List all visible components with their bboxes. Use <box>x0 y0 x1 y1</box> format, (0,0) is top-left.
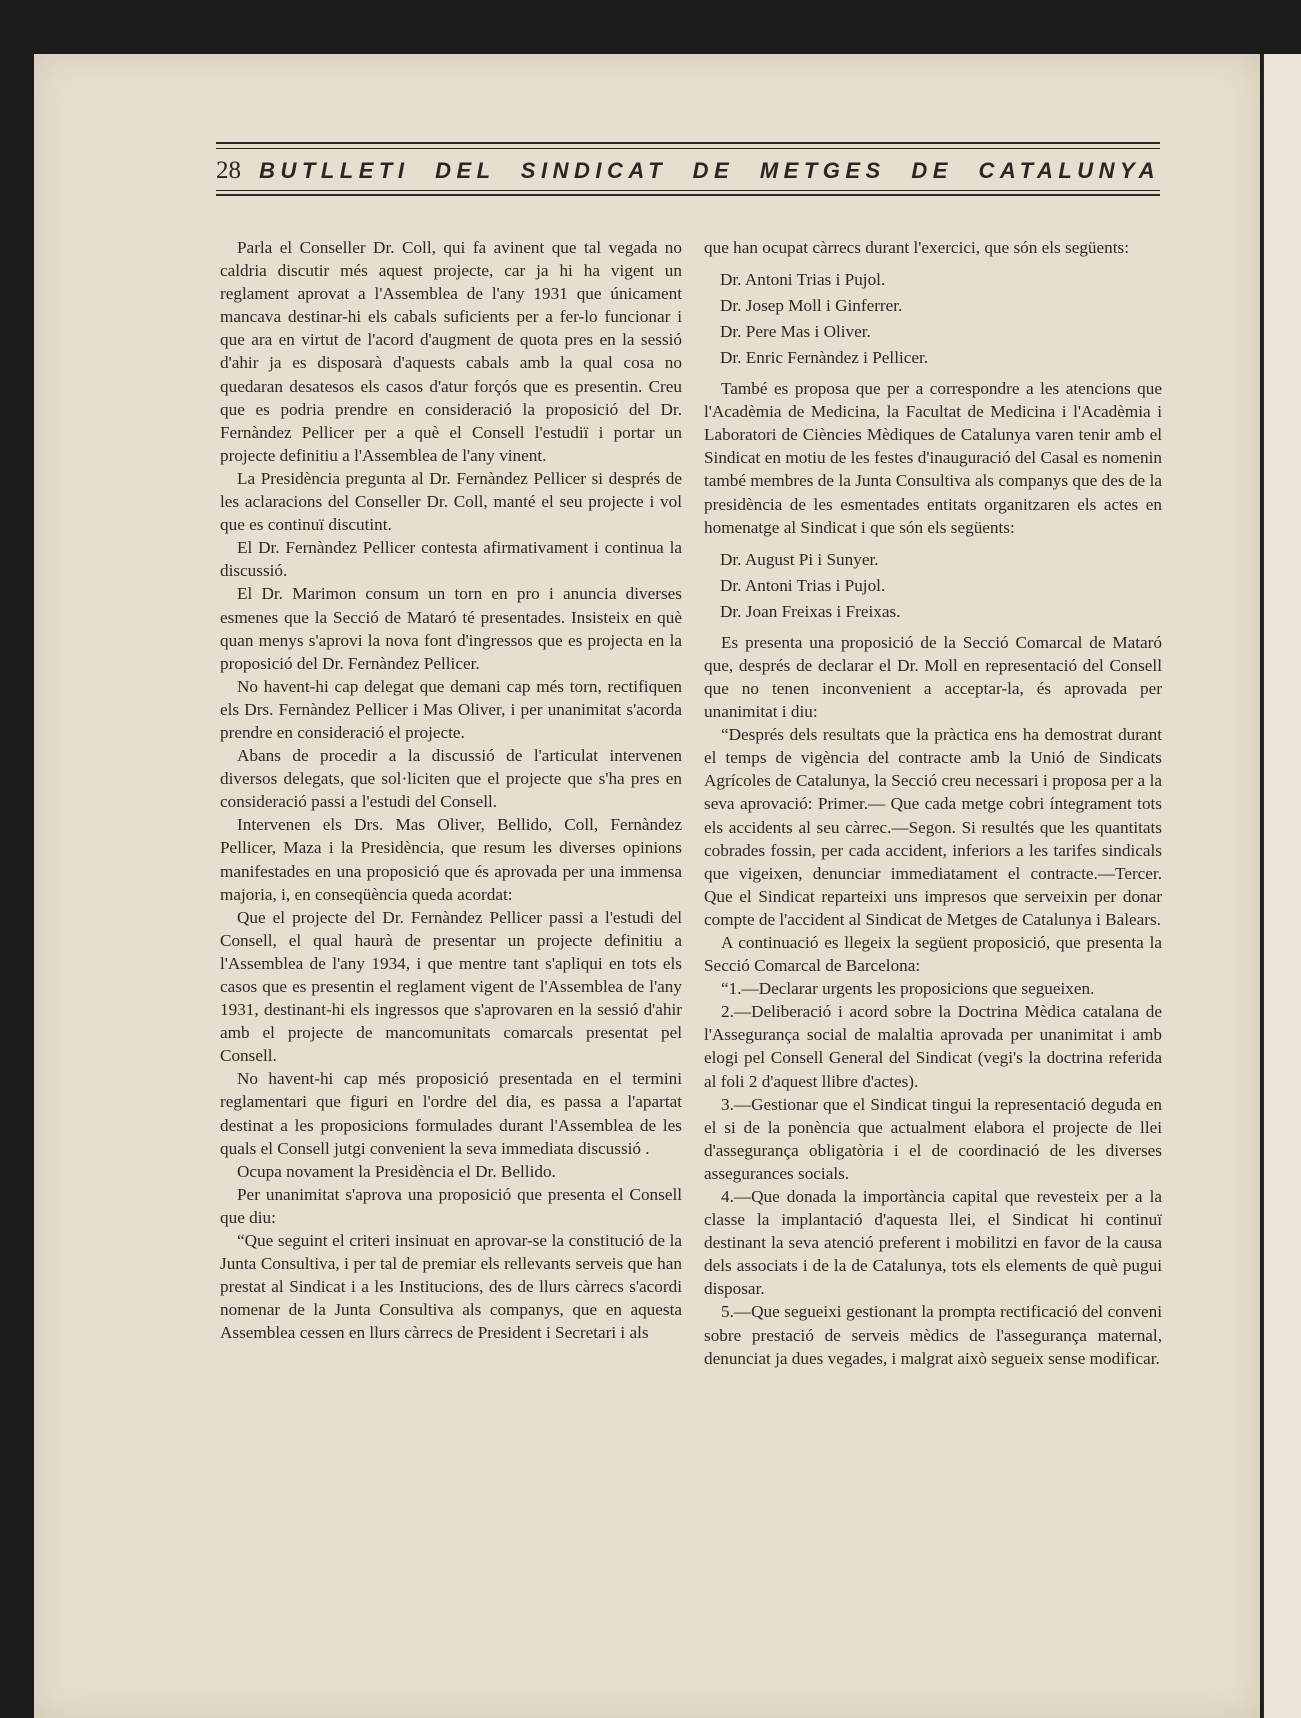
member-name: Dr. Joan Freixas i Freixas. <box>720 601 901 621</box>
header-rule <box>216 194 1160 196</box>
paragraph: La Presidència pregunta al Dr. Fernàndez Pellicer si després de les aclaracions del Conseller Dr. Coll, manté el seu projecte i vol que es continuï discutint. <box>220 468 682 535</box>
paragraph: Es presenta una proposició de la Secció Comarcal de Mataró que, després de declarar el Dr. Moll en representació del Consell que no tenen inconvenient a acceptar-la, és aprovada per unanimitat i diu: <box>704 632 1162 722</box>
paragraph: També es proposa que per a correspondre a les atencions que l'Acadèmia de Medicina, la Facultat de Medicina i l'Acadèmia i Laboratori de Ciències Mèdiques de Catalunya varen tenir amb el Sindicat en motiu de les festes d'inauguració del Casal es nomenin també membres de la Junta Consultiva als companys que des de la presidència de les esmentades entitats organitzaren els actes en homenatge al Sindicat i que són els següents: <box>704 379 1162 537</box>
header-rule <box>216 142 1160 144</box>
left-column <box>220 236 682 1345</box>
paragraph: El Dr. Marimon consum un torn en pro i anuncia diverses esmenes que la Secció de Mataró té presentades. Insisteix en què quan menys s'aprovi la nova font d'ingressos que es projecta en la proposició del Dr. Fernàndez Pellicer. <box>220 584 682 673</box>
paragraph: Intervenen els Drs. Mas Oliver, Bellido, Coll, Fernàndez Pellicer, Maza i la Presidència, que resum les diverses opinions manifestades en una proposició que és aprovada per una immensa majoria, i, en conseqüència queda acordat: <box>220 815 682 904</box>
paragraph: A continuació es llegeix la següent proposició, que presenta la Secció Comarcal de Barcelona: <box>704 932 1162 976</box>
next-page-edge <box>1262 54 1301 1718</box>
paragraph: Que el projecte del Dr. Fernàndez Pellicer passi a l'estudi del Consell, el qual haurà de presentar un projecte definitiu a l'Assemblea de l'any 1934, i que mentre tant s'apliqui en tots els casos que es presentin el reglament vigent de l'Assemblea de l'any 1931, destinant-hi els ingressos que s'aprovaren en la sessió d'ahir amb el projecte de mancomunitats comarcals presentat pel Consell. <box>220 907 682 1066</box>
paragraph: No havent-hi cap delegat que demani cap més torn, rectifiquen els Drs. Fernàndez Pellicer i Mas Oliver, i per unanimitat s'acorda prendre en consideració el projecte. <box>220 676 682 742</box>
member-name: Dr. Antoni Trias i Pujol. <box>720 575 886 595</box>
journal-title: BUTLLETI DEL SINDICAT DE METGES DE CATALUNYA <box>259 158 1160 183</box>
page-header <box>216 142 1160 204</box>
paragraph: Parla el Conseller Dr. Coll, qui fa avinent que tal vegada no caldria discutir més aquest projecte, car ja hi ha vigent un reglament aprovat a l'Assemblea de l'any 1931 que únicament mancava destinar-hi els cabals suficients per a fer-lo funcionar i que ara en virtut de l'acord d'augment de quota pres en la sessió d'ahir ja es disposarà d'aquests cabals amb la qual cosa no quedaran desatesos els casos d'atur forçós que es presentin. Creu que es podria prendre en consideració la proposició del Dr. Fernàndez Pellicer per a què el Consell l'estudiï i portar un projecte definitiu a l'Assemblea de l'any vinent. <box>220 238 682 465</box>
right-column <box>704 236 1162 1370</box>
paragraph: 3.—Gestionar que el Sindicat tingui la representació deguda en el si de la ponència que actualment elabora el projecte de llei d'assegurança obligatòria i el de coordinació de les diverses assegurances socials. <box>704 1094 1162 1183</box>
paragraph: 5.—Que segueixi gestionant la prompta rectificació del conveni sobre prestació de serveis mèdics de l'assegurança maternal, denunciat ja dues vegades, i malgrat això segueix sense modificar. <box>704 1302 1162 1368</box>
paragraph: “1.—Declarar urgents les proposicions que segueixen. <box>721 979 1095 999</box>
paragraph: Per unanimitat s'aprova una proposició que presenta el Consell que diu: <box>220 1184 682 1227</box>
header-rule <box>216 148 1160 149</box>
member-name: Dr. August Pi i Sunyer. <box>720 549 879 569</box>
page-number: 28 <box>216 157 241 184</box>
member-name: Dr. Antoni Trias i Pujol. <box>720 270 886 290</box>
member-name: Dr. Enric Fernàndez i Pellicer. <box>720 348 929 368</box>
paragraph: No havent-hi cap més proposició presentada en el termini reglamentari que figuri en l'ordre del dia, es passa a l'apartat destinat a les proposicions formulades durant l'Assemblea de les quals el Consell jutgi convenient la seva immediata discussió . <box>220 1069 682 1158</box>
paragraph: “Després dels resultats que la pràctica ens ha demostrat durant el temps de vigència del contracte amb la Unió de Sindicats Agrícoles de Catalunya, la Secció creu necessari i proposa per a la seva aprovació: Primer.— Que cada metge cobri íntegrament tots els accidents al seu càrrec.—Segon. Si resultés que les quantitats cobrades fossin, per cada accident, inferiors a les tarifes sindicals que vigeixen, denunciar immediatament el contracte.—Tercer. Que el Sindicat reparteixi uns impresos que serveixin per donar compte de l'accident al Sindicat de Metges de Catalunya i Balears. <box>704 725 1162 929</box>
paragraph: 2.—Deliberació i acord sobre la Doctrina Mèdica catalana de l'Assegurança social de malaltia aprovada per unanimitat i amb elogi pel Consell General del Sindicat (vegi's la doctrina referida al foli 2 d'aquest llibre d'actes). <box>704 1002 1162 1091</box>
paragraph: que han ocupat càrrecs durant l'exercici, que són els següents: <box>704 238 1129 257</box>
member-name: Dr. Josep Moll i Ginferrer. <box>720 296 903 316</box>
header-row <box>216 154 1160 186</box>
paragraph: “Que seguint el criteri insinuat en aprovar-se la constitució de la Junta Consultiva, i per tal de premiar els rellevants serveis que han prestat al Sindicat i a les Institucions, des de llurs càrrecs s'acordi nomenar de la Junta Consultiva als companys, que en aquesta Assemblea cessen en llurs càrrecs de President i Secretari i als <box>220 1231 682 1343</box>
paragraph: Abans de procedir a la discussió de l'articulat intervenen diversos delegats, que sol·liciten que el projecte que s'ha pres en consideració passi a l'estudi del Consell. <box>220 746 682 812</box>
paragraph: El Dr. Fernàndez Pellicer contesta afirmativament i continua la discussió. <box>220 538 682 581</box>
member-name: Dr. Pere Mas i Oliver. <box>720 322 871 342</box>
paragraph: Ocupa novament la Presidència el Dr. Bellido. <box>237 1161 556 1181</box>
paragraph: 4.—Que donada la importància capital que revesteix per a la classe la implantació d'aquesta llei, el Sindicat hi continuï destinant la seva atenció preferent i mobilitzi en favor de la causa dels associats i de la de Catalunya, tots els elements de què pugui disposar. <box>704 1187 1162 1299</box>
header-rule <box>216 190 1160 191</box>
